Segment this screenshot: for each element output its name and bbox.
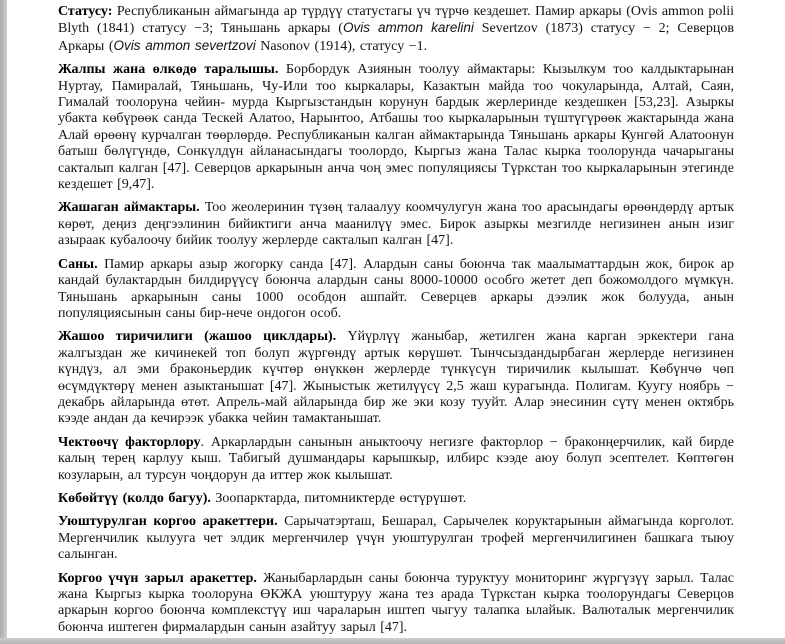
needed-actions-heading: Коргоо үчүн зарыл аракеттер. [58,570,264,586]
paragraph-needed-actions [58,571,734,637]
protection-measures-heading: Уюштурулган коргоо аракеттери. [58,514,285,530]
life-cycle-heading: Жашоо тиричилиги (жашоо циклдары). [58,329,348,345]
life-cycle-text: Үйүрлүү жаныбар, жетилген жана карган эркектери гана жалгыздан же кичинекей топ болуп жүргөндү артык көрүшөт. Тынчсыздандырбаган жерлерде негизинен күндүз, ал эми браконьердик күчтөр өнүккөн жерлерде түнкүсүн тиричилик кылышат. Көбүнчө чөп өсүмдүктөрү менен азыктанышат [47]. Жыныстык жетилүүсү 2,5 жаш курагында. Полигам. Куугу ноябрь − декабрь айларында өтөт. Апрель-май айларында бир же эки козу тууйт. Алар энесинин сүтү менен октябрь кээде андан да кечирээк убакка чейин тамактанышат. [58,329,734,427]
species-name-karelini: Ovis ammon karelini [342,20,474,36]
paragraph-protection-measures [58,514,734,563]
status-text: Республиканын аймагында ар түрдүү статустагы үч түрчө кездешет. Памир аркары (Ovis ammon polii Blyth (1841) статусу −3; Тяньшань аркары ( [58,4,735,37]
paragraph-limiting-factors [58,435,734,484]
distribution-heading: Жалпы жана өлкөдө таралышы. [58,62,286,78]
paragraph-population [58,257,734,323]
page-edge-left [0,0,7,644]
needed-actions-text: Жаныбарлардын саны боюнча туруктуу мониторинг жүргүзүү зарыл. Талас жана Кыргыз кырка тоолоруна ӨКЖА уюштуруу жана тез арада Түркстан кырка тоолорундагы Северцов аркарын коргоо боюнча комплекстүү иш чараларын иштеп чыгуу талапка ылайык. Валюталык мергенчилик боюнча иштеген фирмалардын санын азайтуу зарыл [47]. [58,570,734,635]
status-heading: Статусу: [58,4,117,19]
habitat-text: Тоо жеолеринин түзөң талаалуу коомчулугун жана тоо арасындагы өрөөндөрдү артык көрөт, деңиз деңгээлинин бийиктиги анча маанилүү эмес. Бирок азыркы мезгилде негизинен анын изиг азыраак кубалоочу бийик тоолуу жерлерде сакталып калган [47]. [58,200,734,249]
population-heading: Саны. [58,256,105,272]
breeding-heading: Көбөйтүү (колдо багуу). [58,490,216,506]
status-text-2: Severtzov (1873) статусу − 2; Северцов Аркары ( [58,21,734,54]
paragraph-distribution [58,62,734,193]
protection-measures-text: Сарычатэрташ, Бешарал, Сарычелек коруктарынын аймагында корголот. Мергенчилик кылууга чет элдик мергенчилер үчүн уюштурулган трофей мергенчилигинен башкага тыюу салынган. [58,514,734,563]
distribution-text: Борбордук Азиянын тоолуу аймактары: Кызылкум тоо калдыктарынан Нуртау, Памиралай, Тяньшань, Чу-Или тоо кыркалары, Казактын майда тоо чокуларында, Алтай, Саян, Гималай тоолоруна чейин- мурда Кыргызстандын корунун бардык жерлеринде кездешкен [53,23]. Азыркы убакта көбүрөөк санда Тескей Алатоо, Нарынтоо, Атбашы тоо кыркаларынын түштүгүрөөк жактарында жана Алай өрөөнү курчалган төөрлөрдө. Республиканын калган аймактарында Тяньшань аркары Кунгөй Алатоонун батыш бөлүгүндө, Сонкүлдүн айланасындагы тоолордо, Кыргыз жана Талас кырка тоолорунда чачарыганы сакталып калган [47]. Северцов аркарынын анча чоң эмес популяциясы Түркстан тоо кыркаларынын этегинде кездешет [9,47]. [58,62,735,193]
breeding-text: Зоопарктарда, питомниктерде өстүрүшөт. [215,490,467,506]
paragraph-habitat [58,200,734,249]
paragraph-life-cycle [58,329,734,427]
habitat-heading: Жашаган аймактары. [58,200,205,216]
document-content [58,4,734,643]
population-text: Памир аркары азыр жогорку санда [47]. Алардын саны боюнча так маалыматтардын жок, бирок ар кандай булактардын билдирүүсү боюнча алардын саны 8000-10000 особго жетет деп божомолдого мүмкүн. Тяньшань аркарынын саны 1000 особдон ашпайт. Северцев аркары дээлик жок болууда, анын популяциясынын саны бир-нече ондогон особ. [58,256,735,321]
limiting-factors-text: . Аркарлардын санынын аныктоочу негизге факторлор − браконңерчилик, кай бирде калың терең карлуу кыш. Табигый душмандары карышкыр, илбирс кээде аюу болуп эсептелет. Көптөгөн козуларын, ал турсун чоңдорун да иттер жок кылышат. [58,434,734,483]
limiting-factors-heading: Чектөөчү факторлору [58,434,201,450]
paragraph-breeding [58,491,734,507]
status-text-3: Nasonov (1914), статусу −1. [255,38,428,54]
paragraph-status [58,4,734,55]
species-name-severtzovi: Ovis ammon severtzovi [113,37,256,53]
